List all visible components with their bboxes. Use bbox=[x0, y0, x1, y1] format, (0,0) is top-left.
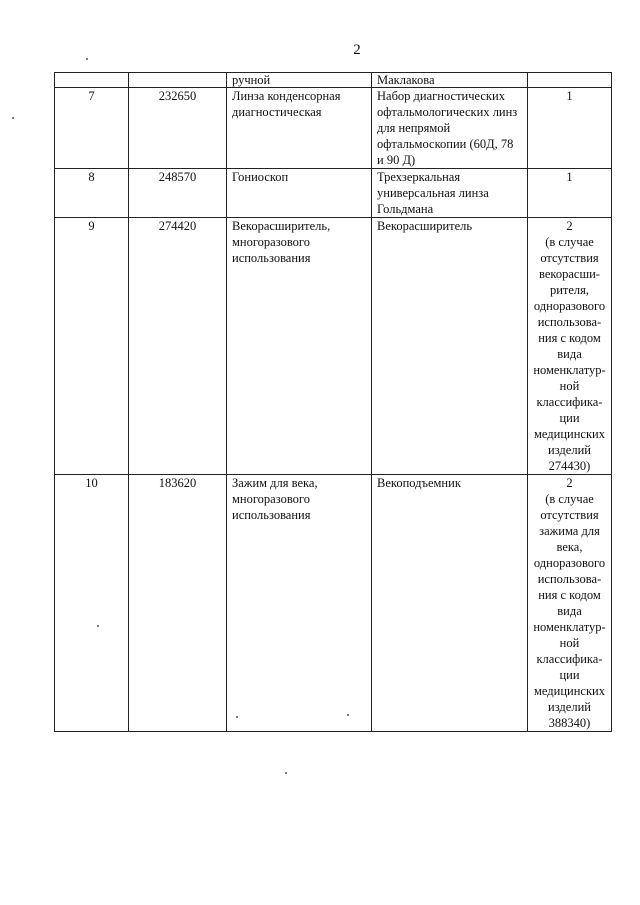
qty-note: (в случае отсутствия зажима для века, одноразового использова-ния с кодом вида номенклатур-ной классифика-ции медицинских изделий 388340) bbox=[533, 492, 606, 730]
cell-name: ручной bbox=[227, 73, 372, 88]
row-qty bbox=[528, 475, 612, 732]
qty-value: 2 bbox=[566, 476, 573, 490]
scan-speck bbox=[97, 625, 99, 627]
row-name: Гониоскоп bbox=[227, 169, 372, 218]
row-code: 183620 bbox=[129, 475, 227, 732]
row-analog: Набор диагностических офтальмологических линз для непрямой офтальмоскопии (60Д, 78 и 90 Д) bbox=[372, 88, 528, 169]
row-qty bbox=[528, 218, 612, 475]
scan-speck bbox=[86, 58, 88, 60]
qty-value: 1 bbox=[566, 170, 573, 184]
row-qty bbox=[528, 88, 612, 169]
row-name: Векорасширитель, многоразового использования bbox=[227, 218, 372, 475]
scan-speck bbox=[285, 772, 287, 774]
row-number: 8 bbox=[55, 169, 129, 218]
row-code: 232650 bbox=[129, 88, 227, 169]
table-row bbox=[55, 169, 612, 218]
qty-note: (в случае отсутствия векорасши-рителя, одноразового использова-ния с кодом вида номенклатур-ной классифика-ции медицинских изделий 274430) bbox=[533, 235, 606, 473]
row-analog: Трехзеркальная универсальная линза Гольдмана bbox=[372, 169, 528, 218]
cell-qty bbox=[528, 73, 612, 88]
qty-value: 1 bbox=[566, 89, 573, 103]
row-name: Зажим для века, многоразового использования bbox=[227, 475, 372, 732]
scan-speck bbox=[236, 716, 238, 718]
page-number: 2 bbox=[353, 42, 361, 58]
cell-num bbox=[55, 73, 129, 88]
row-number: 7 bbox=[55, 88, 129, 169]
row-name: Линза конденсорная диагностическая bbox=[227, 88, 372, 169]
row-analog: Векоподъемник bbox=[372, 475, 528, 732]
table-row bbox=[55, 475, 612, 732]
row-number: 10 bbox=[55, 475, 129, 732]
equipment-table bbox=[54, 72, 612, 732]
row-code: 248570 bbox=[129, 169, 227, 218]
cell-analog: Маклакова bbox=[372, 73, 528, 88]
row-analog: Векорасширитель bbox=[372, 218, 528, 475]
table-row bbox=[55, 218, 612, 475]
cell-code bbox=[129, 73, 227, 88]
qty-value: 2 bbox=[566, 219, 573, 233]
table-row bbox=[55, 88, 612, 169]
scan-speck bbox=[347, 714, 349, 716]
scan-speck bbox=[12, 117, 14, 119]
row-number: 9 bbox=[55, 218, 129, 475]
row-code: 274420 bbox=[129, 218, 227, 475]
table-continuation-row bbox=[55, 73, 612, 88]
row-qty bbox=[528, 169, 612, 218]
